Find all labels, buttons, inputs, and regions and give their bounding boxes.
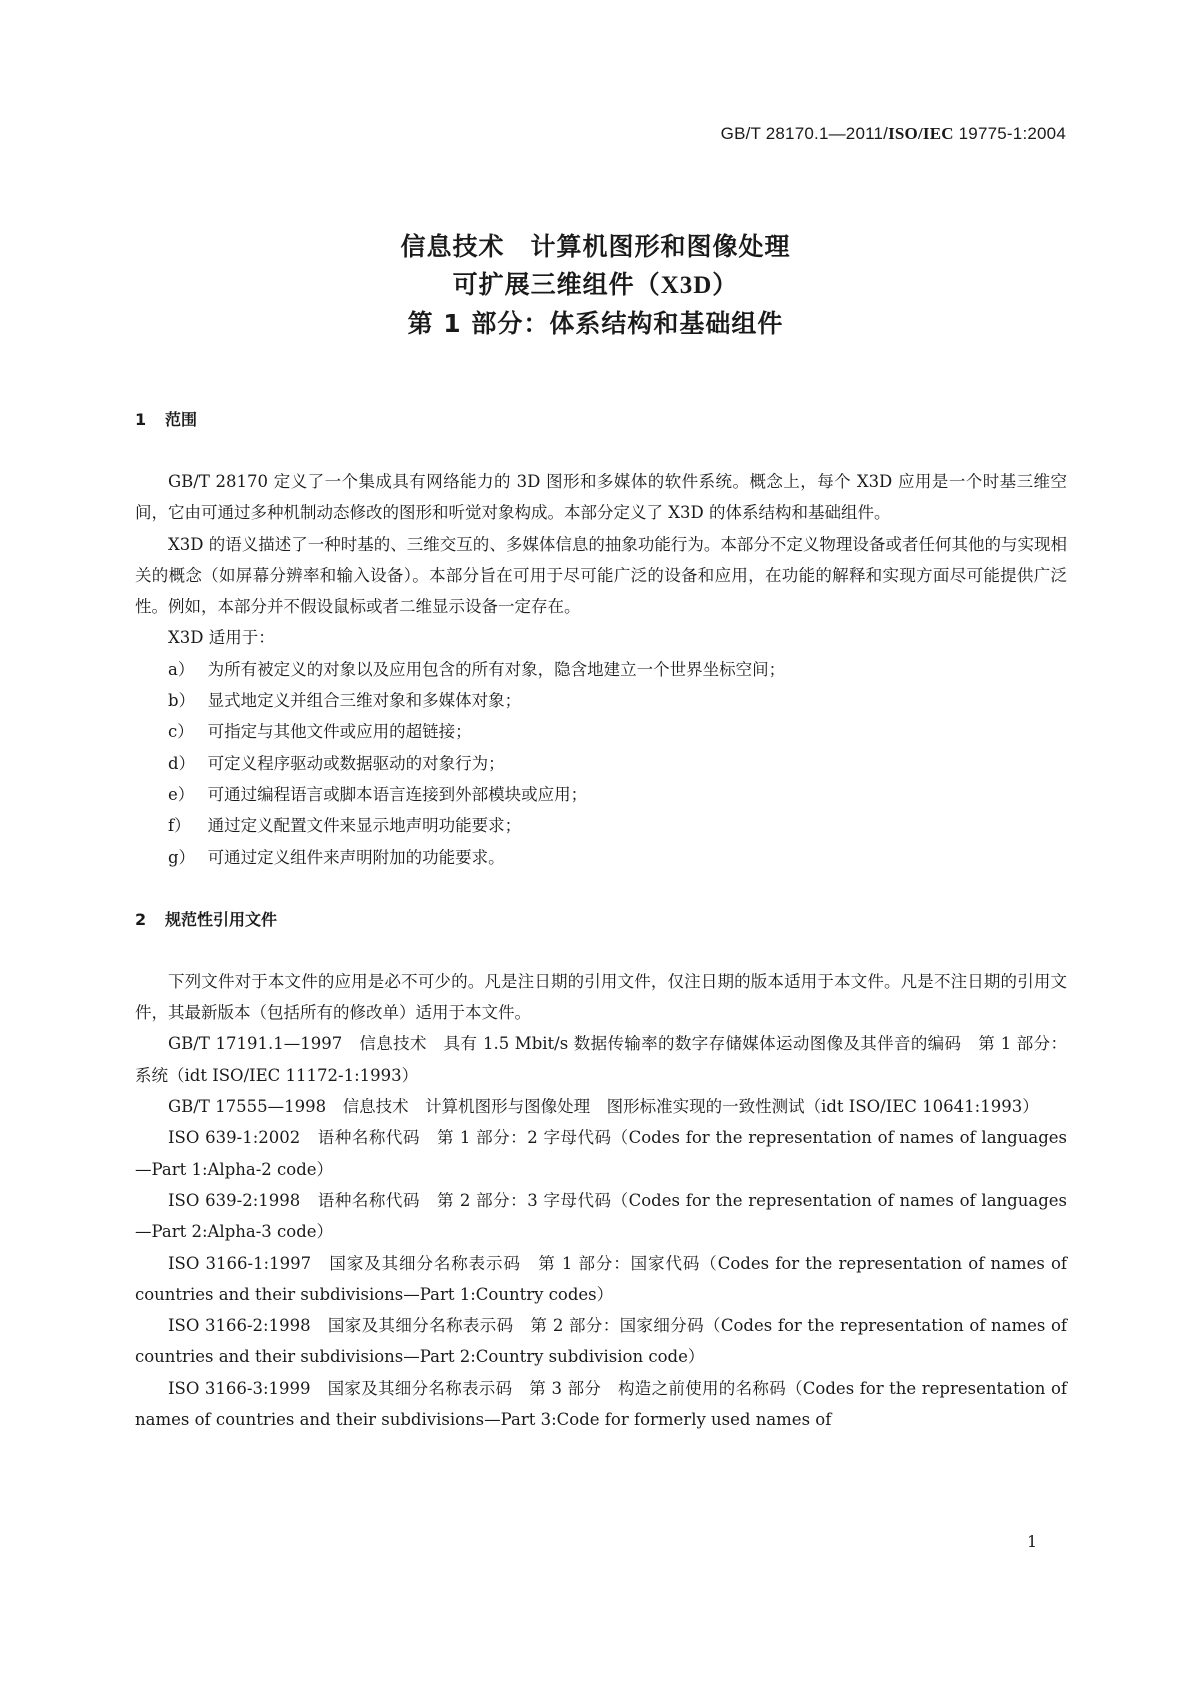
list-label: f） <box>168 816 191 836</box>
section-number: 2 <box>135 909 147 929</box>
document-header <box>721 124 1066 144</box>
document-body <box>135 404 1067 1435</box>
paragraph: X3D 适用于： <box>168 628 275 648</box>
reference-entry: ISO 639-1:2002 语种名称代码 第 1 部分：2 字母代码（Codes for the representation of names of languages—Part 1:Alpha-2 code） <box>135 1128 1067 1179</box>
standard-number: GB/T 28170.1—2011/ <box>720 124 889 143</box>
title-line-2-close: ） <box>712 270 739 299</box>
reference-entry: ISO 3166-1:1997 国家及其细分名称表示码 第 1 部分：国家代码（Codes for the representation of names of countries and their subdivisions—Part 1:Country codes） <box>135 1253 1067 1304</box>
paragraph: X3D 的语义描述了一种时基的、三维交互的、多媒体信息的抽象功能行为。本部分不定义物理设备或者任何其他的与实现相关的概念（如屏幕分辨率和输入设备）。本部分旨在可用于尽可能广泛的设备和应用，在功能的解释和实现方面尽可能提供广泛性。例如，本部分并不假设鼠标或者二维显示设备一定存在。 <box>135 534 1067 617</box>
list-label: d） <box>168 753 196 773</box>
title-line-2 <box>0 266 1191 305</box>
reference-entry: GB/T 17555—1998 信息技术 计算机图形与图像处理 图形标准实现的一致性测试（idt ISO/IEC 10641:1993） <box>168 1097 1039 1117</box>
list-label: g） <box>168 847 196 867</box>
title-line-1: 信息技术 计算机图形和图像处理 <box>400 232 791 261</box>
list-item <box>135 685 1067 716</box>
reference-entry: ISO 3166-3:1999 国家及其细分名称表示码 第 3 部分 构造之前使用的名称码（Codes for the representation of names of countries and their subdivisions—Part 3:Code for formerly used names of <box>135 1378 1067 1430</box>
section-2-heading <box>135 904 1067 935</box>
list-label: a） <box>168 659 195 679</box>
section-title: 规范性引用文件 <box>165 909 278 929</box>
list-text: 为所有被定义的对象以及应用包含的所有对象，隐含地建立一个世界坐标空间； <box>207 659 786 679</box>
list-label: c） <box>168 722 194 742</box>
list-text: 通过定义配置文件来显示地声明功能要求； <box>207 816 522 836</box>
section-title: 范围 <box>165 410 198 429</box>
list-item <box>135 716 1067 747</box>
list-label: e） <box>168 784 195 804</box>
reference-entry: ISO 639-2:1998 语种名称代码 第 2 部分：3 字母代码（Codes for the representation of names of languages—Part 2:Alpha-3 code） <box>135 1190 1067 1242</box>
reference-entry: ISO 3166-2:1998 国家及其细分名称表示码 第 2 部分：国家细分码（Codes for the representation of names of countries and their subdivisions—Part 2:Country subdivision code） <box>135 1316 1067 1367</box>
section-number: 1 <box>135 410 147 429</box>
paragraph: 下列文件对于本文件的应用是必不可少的。凡是注日期的引用文件，仅注日期的版本适用于本文件。凡是不注日期的引用文件，其最新版本（包括所有的修改单）适用于本文件。 <box>135 971 1067 1023</box>
reference-entry: GB/T 17191.1—1997 信息技术 具有 1.5 Mbit/s 数据传输率的数字存储媒体运动图像及其伴音的编码 第 1 部分：系统（idt ISO/IEC 11172-1:1993） <box>135 1034 1067 1085</box>
list-item <box>135 810 1067 841</box>
iso-number: 19775-1:2004 <box>953 124 1066 143</box>
paragraph: GB/T 28170 定义了一个集成具有网络能力的 3D 图形和多媒体的软件系统。概念上，每个 X3D 应用是一个时基三维空间，它由可通过多种机制动态修改的图形和听觉对象构成。本部分定义了 X3D 的体系结构和基础组件。 <box>135 472 1067 523</box>
list-item <box>135 842 1067 873</box>
list-item <box>135 654 1067 685</box>
title-x3d: X3D <box>660 272 713 299</box>
list-text: 可通过定义组件来声明附加的功能要求。 <box>207 847 505 867</box>
section-1-heading <box>135 404 1067 435</box>
list-item <box>135 748 1067 779</box>
title-line-3: 第 1 部分：体系结构和基础组件 <box>407 309 784 338</box>
document-title <box>0 228 1191 343</box>
list-text: 显式地定义并组合三维对象和多媒体对象； <box>207 691 522 711</box>
list-label: b） <box>168 691 196 711</box>
title-line-2-text: 可扩展三维组件（ <box>452 270 661 299</box>
list-item <box>135 779 1067 810</box>
page-number: 1 <box>1027 1532 1038 1551</box>
list-text: 可通过编程语言或脚本语言连接到外部模块或应用； <box>207 784 588 804</box>
list-text: 可定义程序驱动或数据驱动的对象行为； <box>207 753 505 773</box>
list-text: 可指定与其他文件或应用的超链接； <box>207 722 472 742</box>
iso-iec-label: ISO/IEC <box>888 124 954 143</box>
